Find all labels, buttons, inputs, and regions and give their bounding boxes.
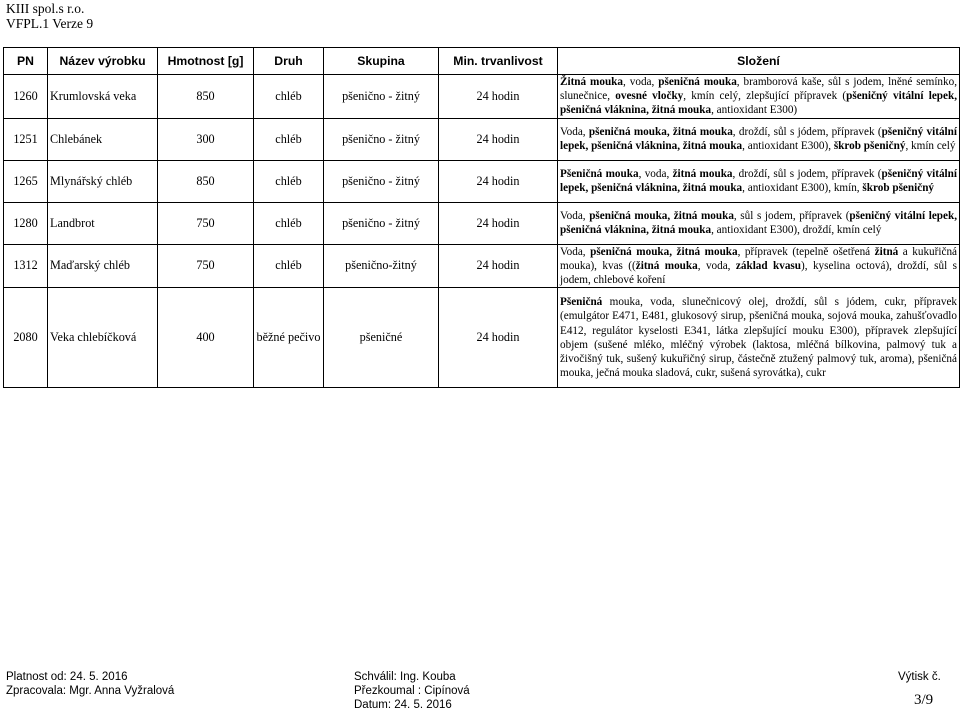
cell-weight: 850 bbox=[158, 75, 254, 119]
cell-group: pšenično-žitný bbox=[324, 244, 439, 288]
cell-shelf-life: 24 hodin bbox=[439, 244, 558, 288]
cell-type: chléb bbox=[254, 160, 324, 202]
page-number: 3/9 bbox=[914, 692, 934, 708]
cell-type: chléb bbox=[254, 75, 324, 119]
cell-shelf-life: 24 hodin bbox=[439, 160, 558, 202]
cell-group: pšenično - žitný bbox=[324, 75, 439, 119]
cell-weight: 750 bbox=[158, 244, 254, 288]
cell-pn: 1265 bbox=[4, 160, 48, 202]
cell-pn: 2080 bbox=[4, 288, 48, 388]
valid-from: Platnost od: 24. 5. 2016 bbox=[6, 671, 128, 683]
cell-group: pšeničné bbox=[324, 288, 439, 388]
cell-shelf-life: 24 hodin bbox=[439, 202, 558, 244]
cell-group: pšenično - žitný bbox=[324, 202, 439, 244]
cell-group: pšenično - žitný bbox=[324, 118, 439, 160]
table-row bbox=[4, 160, 960, 202]
cell-pn: 1312 bbox=[4, 244, 48, 288]
cell-product-name: Mlynářský chléb bbox=[48, 160, 158, 202]
cell-type: běžné pečivo bbox=[254, 288, 324, 388]
prepared-by: Zpracovala: Mgr. Anna Vyžralová bbox=[6, 685, 175, 697]
table-header-row bbox=[4, 48, 960, 75]
cell-pn: 1251 bbox=[4, 118, 48, 160]
cell-type: chléb bbox=[254, 244, 324, 288]
cell-pn: 1260 bbox=[4, 75, 48, 119]
cell-composition: Žitná mouka, voda, pšeničná mouka, bramborová kaše, sůl s jodem, lněné semínko, slunečnice, ovesné vločky, kmín celý, zlepšující přípravek (pšeničný vitální lepek, pšeničná vláknina, žitná mouka, antioxidant E300) bbox=[558, 75, 960, 119]
cell-composition: Voda, pšeničná mouka, žitná mouka, sůl s jodem, přípravek (pšeničný vitální lepek, pšeničná vláknina, žitná mouka, antioxidant E300), droždí, kmín celý bbox=[558, 202, 960, 244]
column-header-group: Skupina bbox=[324, 48, 439, 75]
table-row bbox=[4, 118, 960, 160]
approved-by: Schválil: Ing. Kouba bbox=[354, 671, 456, 683]
table-row bbox=[4, 244, 960, 288]
cell-group: pšenično - žitný bbox=[324, 160, 439, 202]
column-header-pn: PN bbox=[4, 48, 48, 75]
cell-composition: Pšeničná mouka, voda, slunečnicový olej, droždí, sůl s jódem, cukr, přípravek (emulgátor E471, E481, glukosový sirup, pšeničná mouka, sojová mouka, zahušťovadlo E412, regulátor kyselosti E341, látka zlepšující mouku E300), přípravek zlepšující objem (sušené mléko, mléčný výrobek (laktosa, mléčná bílkovina, palmový tuk a živočišný tuk, sušený kukuřičný sirup, částečně ztužený palmový tuk, aroma), pšeničná mouka, ječná mouka sladová, cukr, sušená syrovátka), cukr bbox=[558, 288, 960, 388]
column-header-weight: Hmotnost [g] bbox=[158, 48, 254, 75]
table-row bbox=[4, 288, 960, 388]
cell-shelf-life: 24 hodin bbox=[439, 118, 558, 160]
cell-composition: Voda, pšeničná mouka, žitná mouka, droždí, sůl s jódem, přípravek (pšeničný vitální lepek, pšeničná vláknina, žitná mouka, antioxidant E300), škrob pšeničný, kmín celý bbox=[558, 118, 960, 160]
document-date: Datum: 24. 5. 2016 bbox=[354, 699, 452, 711]
cell-weight: 300 bbox=[158, 118, 254, 160]
cell-composition: Pšeničná mouka, voda, žitná mouka, droždí, sůl s jodem, přípravek (pšeničný vitální lepek, pšeničná vláknina, žitná mouka, antioxidant E300), kmín, škrob pšeničný bbox=[558, 160, 960, 202]
product-table bbox=[3, 47, 960, 388]
cell-weight: 850 bbox=[158, 160, 254, 202]
table-row bbox=[4, 202, 960, 244]
cell-type: chléb bbox=[254, 202, 324, 244]
cell-weight: 400 bbox=[158, 288, 254, 388]
cell-weight: 750 bbox=[158, 202, 254, 244]
cell-product-name: Chlebánek bbox=[48, 118, 158, 160]
column-header-shelf-life: Min. trvanlivost bbox=[439, 48, 558, 75]
cell-product-name: Landbrot bbox=[48, 202, 158, 244]
document-version: VFPL.1 Verze 9 bbox=[6, 16, 94, 31]
extract-number: Výtisk č. bbox=[898, 671, 941, 683]
cell-composition: Voda, pšeničná mouka, žitná mouka, přípravek (tepelně ošetřená žitná a kukuřičná mouka), kvas ((žitná mouka, voda, základ kvasu), kyselina octová), droždí, sůl s jodem, chlebové koření bbox=[558, 244, 960, 288]
cell-product-name: Veka chlebíčková bbox=[48, 288, 158, 388]
cell-pn: 1280 bbox=[4, 202, 48, 244]
cell-type: chléb bbox=[254, 118, 324, 160]
column-header-composition: Složení bbox=[558, 48, 960, 75]
cell-shelf-life: 24 hodin bbox=[439, 288, 558, 388]
column-header-name: Název výrobku bbox=[48, 48, 158, 75]
cell-product-name: Maďarský chléb bbox=[48, 244, 158, 288]
column-header-type: Druh bbox=[254, 48, 324, 75]
reviewed-by: Přezkoumal : Cipínová bbox=[354, 685, 470, 697]
cell-product-name: Krumlovská veka bbox=[48, 75, 158, 119]
table-row bbox=[4, 75, 960, 119]
company-name: KIII spol.s r.o. bbox=[6, 1, 85, 16]
cell-shelf-life: 24 hodin bbox=[439, 75, 558, 119]
